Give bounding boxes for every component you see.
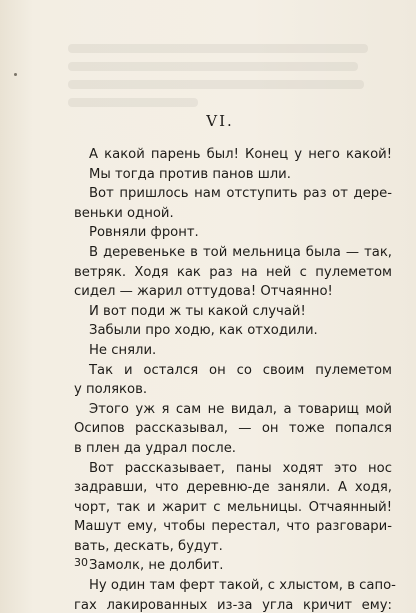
text-line: чорт, так и жарит с мельницы. Отчаянный! — [74, 499, 392, 515]
text-line: в плен да удрал после. — [74, 440, 237, 456]
text-line: Не сняли. — [89, 342, 157, 358]
text-line: Вот пришлось нам отступить раз от дере- — [89, 186, 392, 202]
bleed-through-mark — [68, 62, 358, 71]
text-line: Так и остался он со своим пулеметом — [89, 362, 392, 378]
chapter-heading: VI. — [206, 112, 234, 130]
body-text — [74, 145, 396, 613]
text-line: Мы тогда против панов шли. — [89, 166, 291, 182]
bleed-through-mark — [68, 80, 364, 89]
text-line: ветряк. Ходя как раз на ней с пулеметом — [74, 264, 392, 280]
bleed-through-mark — [68, 44, 368, 53]
paper-speck — [14, 73, 17, 76]
text-line: Ну один там ферт такой, с хлыстом, в сапо- — [89, 578, 396, 594]
text-line: гах лакированных из-за угла кричит ему: — [74, 597, 392, 613]
text-line: Замолк, не долбит. — [89, 558, 224, 574]
text-line: вать, дескать, будут. — [74, 538, 223, 554]
text-line: Вот рассказывает, паны ходят это нос — [89, 460, 392, 476]
text-line: сидел — жарил оттудова! Отчаянно! — [74, 284, 333, 300]
text-line: И вот поди ж ты какой случай! — [89, 303, 306, 319]
page-number: 30 — [74, 556, 88, 569]
text-line: А какой парень был! Конец у него какой! — [89, 147, 392, 162]
text-line: Забыли про ходю, как отходили. — [89, 323, 318, 339]
text-line: Осипов рассказывал, — он тоже попался — [74, 421, 392, 437]
text-line: у поляков. — [74, 382, 148, 398]
text-line: веньки одной. — [74, 205, 174, 221]
text-line: задравши, что деревню-де заняли. А ходя, — [74, 480, 392, 496]
bleed-through-mark — [68, 98, 198, 107]
text-line: Этого уж я сам не видал, а товарищ мой — [89, 401, 392, 417]
text-line: В деревеньке в той мельница была — так, — [89, 244, 392, 260]
text-line: Машут ему, чтобы перестал, что разговари- — [74, 519, 392, 535]
text-line: Ровняли фронт. — [89, 225, 199, 241]
